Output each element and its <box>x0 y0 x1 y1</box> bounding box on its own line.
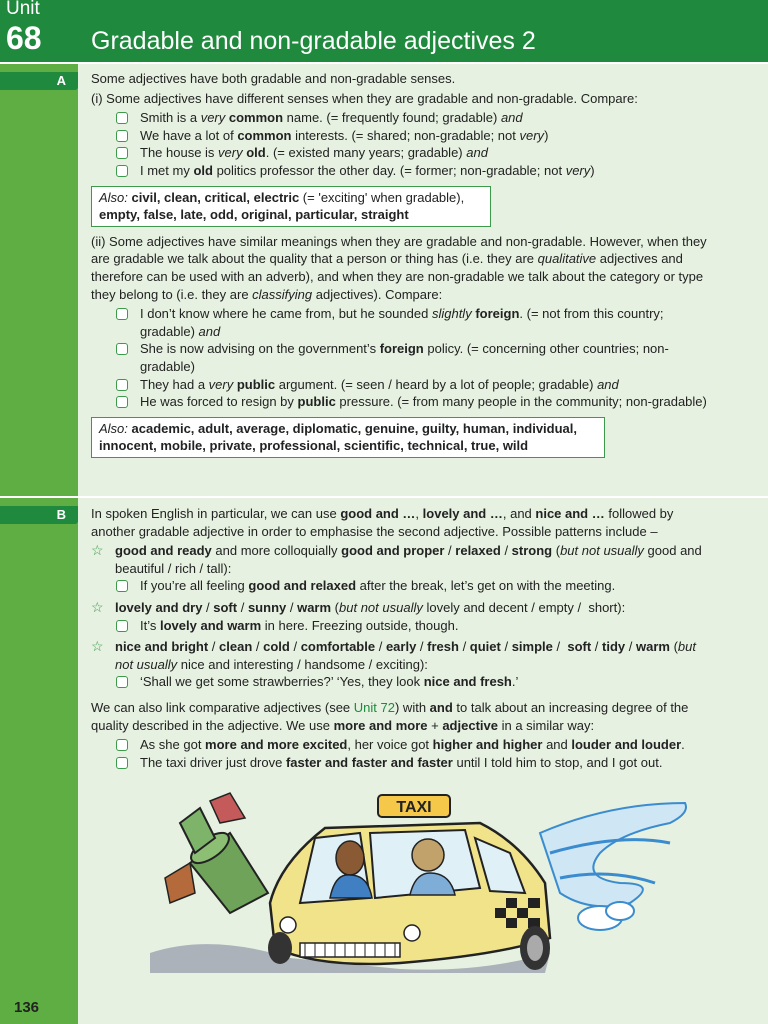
nice-and-examples <box>114 673 711 691</box>
page-title: Gradable and non-gradable adjectives 2 <box>91 27 536 55</box>
list-item: He was forced to resign by public pressure. (= from many people in the community; non-gradable) <box>114 393 711 411</box>
section-b-para2: We can also link comparative adjectives (see Unit 72) with and to talk about an increasing degree of the quality described in the adjective. We use more and more + adjective in a similar way: <box>91 699 689 733</box>
list-item: As she got more and more excited, her voice got higher and higher and louder and louder. <box>114 736 711 754</box>
list-item: I met my old politics professor the other day. (= former; non-gradable; not very) <box>114 162 711 180</box>
good-and-examples <box>114 577 711 595</box>
star-icon: ☆ <box>91 542 104 559</box>
unit-label: Unit <box>6 0 40 19</box>
list-item: Smith is a very common name. (= frequently found; gradable) and <box>114 109 711 127</box>
list-item: ‘Shall we get some strawberries?’ ‘Yes, they look nice and fresh.’ <box>114 673 711 691</box>
taxi-car-icon <box>268 823 550 970</box>
also-label: Also: <box>99 189 128 205</box>
section-b-intro: In spoken English in particular, we can use good and …, lovely and …, and nice and … followed by another gradable adjective in order to emphasise the second adjective. Possible patterns include – <box>91 506 674 539</box>
also-words: empty, false, late, odd, original, particular, straight <box>99 207 409 223</box>
section-a-intro: Some adjectives have both gradable and non-gradable senses. <box>91 71 456 86</box>
also-box-1 <box>91 186 491 227</box>
section-a-content <box>91 70 711 464</box>
section-b-content <box>91 505 711 771</box>
trash-bin-icon <box>180 808 268 913</box>
list-item: I don’t know where he came from, but he sounded slightly foreign. (= not from this country; gradable) and <box>114 305 711 340</box>
also-box-2 <box>91 417 605 458</box>
also-words: civil, clean, critical, electric <box>131 189 300 205</box>
unit-badge <box>0 0 78 62</box>
star-icon: ☆ <box>91 598 104 615</box>
page-number: 136 <box>14 999 40 1016</box>
title-bar <box>78 0 768 62</box>
comparative-examples <box>114 736 711 771</box>
star-icon: ☆ <box>91 638 104 655</box>
pattern-lovely-and: ☆ lovely and dry / soft / sunny / warm (but not usually lovely and decent / empty / short): <box>91 598 626 615</box>
section-a-part1-intro: (i) Some adjectives have different senses when they are gradable and non-gradable. Compare: <box>91 90 638 106</box>
list-item: It’s lovely and warm in here. Freezing outside, though. <box>114 617 711 635</box>
list-item: The house is very old. (= existed many years; gradable) and <box>114 144 711 162</box>
list-item: They had a very public argument. (= seen / heard by a lot of people; gradable) and <box>114 376 711 394</box>
unit-72-link[interactable]: Unit 72 <box>353 699 395 715</box>
also-label: Also: <box>99 420 128 436</box>
section-a-part2: (ii) Some adjectives have similar meanings when they are gradable and non-gradable. However, when they are gradable we talk about the quality that a person or thing has (i.e. they are qualitative adjectives and therefore can be used with an adverb), and when they are non-gradable we talk about the category or type they belong to (i.e. they are classifying adjectives). Compare: <box>91 233 707 302</box>
taxi-sign-text: TAXI <box>396 799 432 816</box>
lovely-and-examples <box>114 617 711 635</box>
section-divider <box>0 496 768 498</box>
list-item: The taxi driver just drove faster and faster and faster until I told him to stop, and I got out. <box>114 754 711 772</box>
taxi-illustration <box>150 783 700 975</box>
part1-examples <box>114 109 711 179</box>
section-tab-b: B <box>0 506 78 524</box>
unit-number: 68 <box>6 20 42 56</box>
also-note: (= 'exciting' when gradable), <box>299 189 465 205</box>
header-divider <box>0 62 768 64</box>
part2-examples <box>114 305 711 411</box>
pattern-good-and: ☆ good and ready and more colloquially good and proper / relaxed / strong (but not usually good and beautiful / rich / tall): <box>91 542 702 576</box>
section-tab-a: A <box>0 72 78 90</box>
pattern-nice-and: ☆ nice and bright / clean / cold / comfortable / early / fresh / quiet / simple / soft / tidy / warm (but not usually nice and interesting / handsome / exciting): <box>91 638 696 672</box>
list-item: If you’re all feeling good and relaxed after the break, let’s get on with the meeting. <box>114 577 711 595</box>
list-item: She is now advising on the government’s foreign policy. (= concerning other countries; non-gradable) <box>114 340 711 375</box>
also-words: academic, adult, average, diplomatic, genuine, guilty, human, individual, innocent, mobile, private, professional, scientific, technical, true, wild <box>99 420 577 454</box>
list-item: We have a lot of common interests. (= shared; non-gradable; not very) <box>114 127 711 145</box>
